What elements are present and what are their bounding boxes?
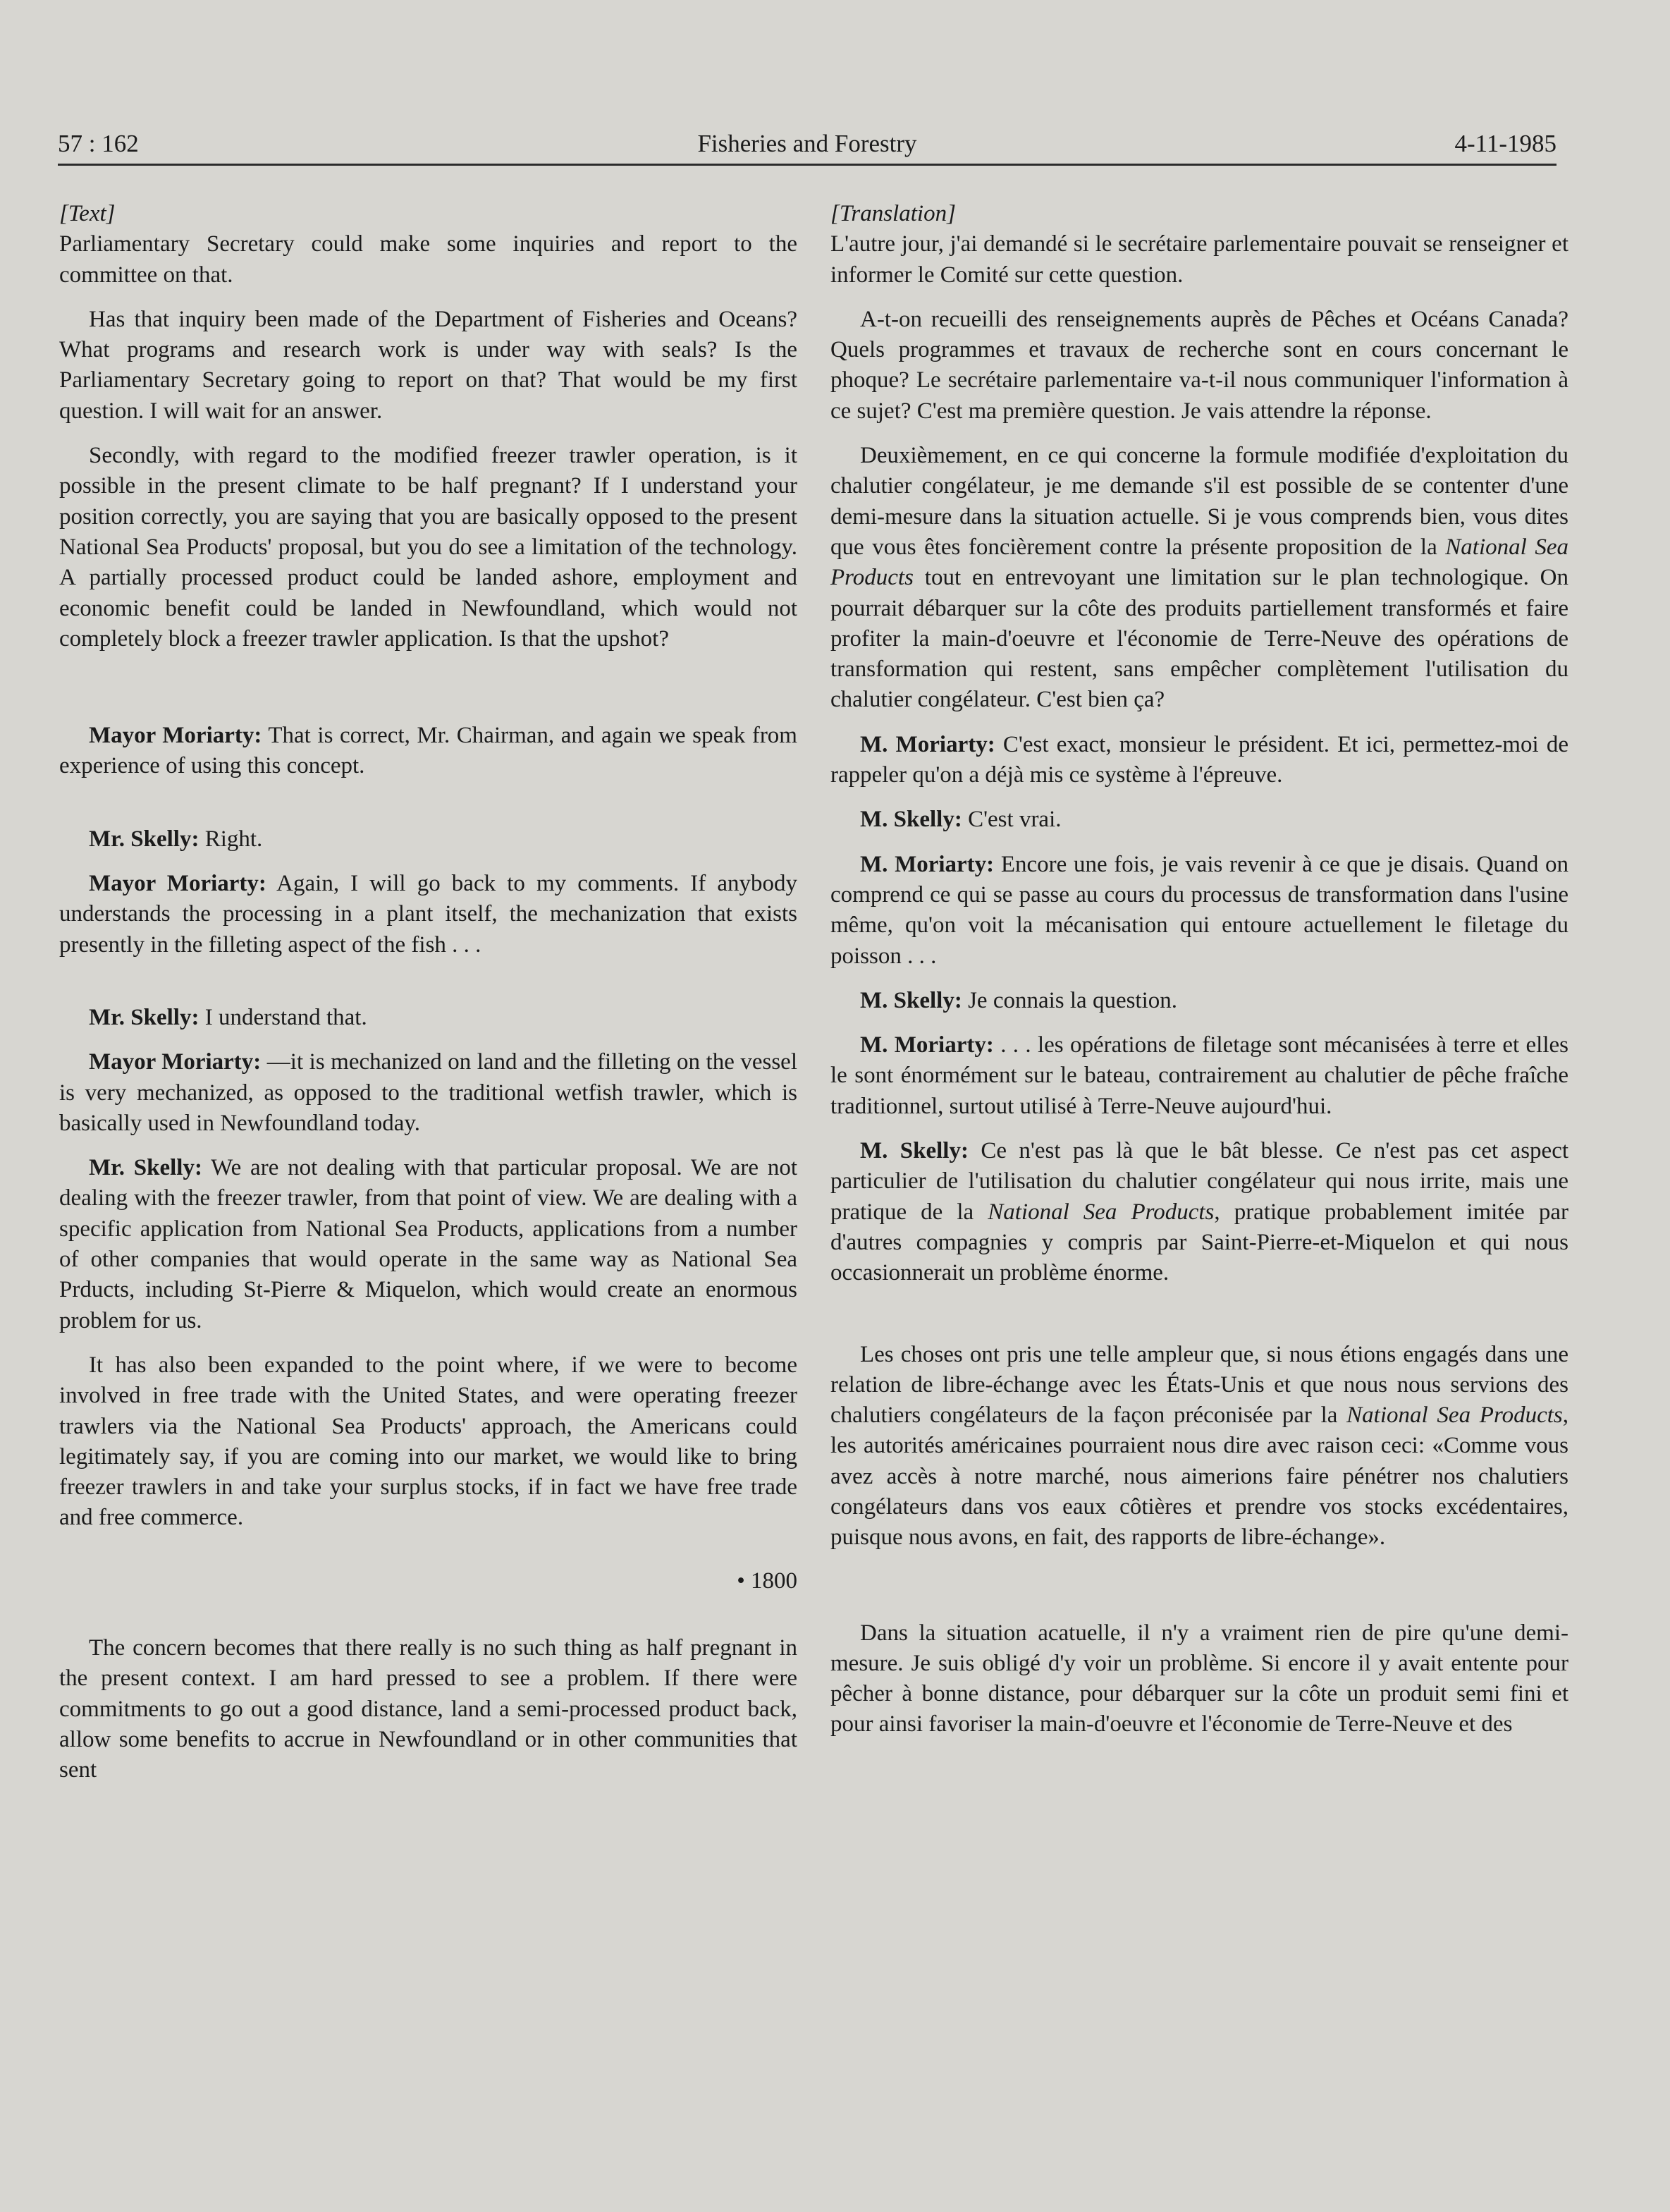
paragraph: The concern becomes that there really is no such thing as half pregnant in the present context. I am hard pressed to see a problem. If there were commitments to go out a good distance, land a semi-processed product back, allow some benefits to accrue in Newfoundland or in other communities that sent bbox=[59, 1634, 797, 1783]
speech bbox=[830, 850, 1568, 972]
paragraph: Has that inquiry been made of the Department of Fisheries and Oceans? What programs and research work is under way with seals? Is the Parliamentary Secretary going to report on that? That would be my first question. I will wait for an answer. bbox=[59, 306, 797, 424]
paragraph: A-t-on recueilli des renseignements auprès de Pêches et Océans Canada? Quels programmes et travaux de recherche sont en cours concernant le phoque? Le secrétaire parlementaire va-t-il nous communiquer l'information à ce sujet? C'est ma première question. Je vais attendre la réponse. bbox=[830, 306, 1568, 424]
speaker-name: M. Moriarty: bbox=[860, 851, 995, 877]
speech-text: C'est exact, monsieur le président. Et ici, permettez-moi de rappeler qu'on a déjà mis ce système à l'épreuve. bbox=[830, 731, 1568, 788]
speech bbox=[59, 721, 797, 782]
speech: M. Skelly: Ce n'est pas là que le bât blesse. Ce n'est pas cet aspect particulier de l'utilisation du chalutier congélateur qui nous irrite, mais une pratique de la National Sea Products, pratique probablement imitée par d'autres compagnies y compris par Saint-Pierre-et-Miquelon et qui nous occasionnerait un problème énorme. bbox=[830, 1138, 1569, 1286]
paragraph: Secondly, with regard to the modified freezer trawler operation, is it possible in the present climate to be half pregnant? If I understand your position correctly, you are saying that you are basically opposed to the present National Sea Products' proposal, but you do see a limitation of the technology. A partially processed product could be landed ashore, employment and economic benefit could be landed in Newfoundland, which would not completely block a freezer trawler application. Is that the upshot? bbox=[59, 443, 797, 652]
speech bbox=[59, 1153, 797, 1336]
paragraph: Parliamentary Secretary could make some inquiries and report to the committee on that. bbox=[59, 231, 797, 288]
speaker-name: Mr. Skelly: bbox=[89, 1155, 202, 1181]
paragraph: Les choses ont pris une telle ampleur que, si nous étions engagés dans une relation de libre-échange avec les États-Unis et que nous nous servions des chalutiers congélateurs de la façon préconisée par la National Sea Products, les autorités américaines pourraient nous dire avec raison ceci: «Comme vous avez accès à notre marché, nous aimerions faire pénétrer nos chalutiers congélateurs dans vos eaux côtières et prendre vos stocks excédentaires, puisque nous avons, en fait, des rapports de libre-échange». bbox=[830, 1341, 1568, 1551]
header-date: 4-11-1985 bbox=[1454, 130, 1557, 157]
speech bbox=[830, 986, 1568, 1016]
company-name: National Sea Products bbox=[1346, 1403, 1563, 1429]
speech-text: —it is mechanized on land and the filleting on the vessel is very mechanized, as opposed to the traditional wetfish trawler, which is basically used in Newfoundland today. bbox=[59, 1049, 797, 1136]
speaker-name: Mayor Moriarty: bbox=[89, 1049, 262, 1075]
publication-title: Fisheries and Forestry bbox=[697, 130, 917, 157]
speaker-name: Mr. Skelly: bbox=[89, 1004, 199, 1030]
speech-text: Again, I will go back to my comments. If anybody understands the processing in a plant itself, the mechanization that exists presently in the filleting aspect of the fish . . . bbox=[59, 871, 797, 958]
speech-text: I understand that. bbox=[199, 1004, 367, 1030]
time-marker: • 1800 bbox=[737, 1568, 797, 1594]
speech-text: Encore une fois, je vais revenir à ce que je disais. Quand on comprend ce qui se passe au cours du processus de transformation dans l'usine même, qu'on voit la mécanisation qui entoure actuellement le filetage du poisson . . . bbox=[830, 851, 1568, 969]
page-header bbox=[58, 124, 1557, 166]
speech bbox=[830, 805, 1568, 835]
speaker-name: Mayor Moriarty: bbox=[89, 871, 266, 897]
speaker-name: Mr. Skelly: bbox=[89, 826, 199, 852]
section-tag: [Translation] bbox=[830, 201, 956, 226]
speaker-name: M. Skelly: bbox=[860, 807, 962, 833]
speech-text: That is correct, Mr. Chairman, and again we speak from experience of using this concept. bbox=[59, 723, 797, 779]
speech bbox=[830, 730, 1568, 791]
speaker-name: M. Moriarty: bbox=[860, 731, 995, 757]
page-reference: 57 : 162 bbox=[58, 130, 139, 157]
speech-text: We are not dealing with that particular proposal. We are not dealing with the freezer trawler, from that point of view. We are dealing with a specific application from National Sea Products, applications from a number of other companies that would operate in the same way as National Sea Prducts, including St-Pierre & Miquelon, which would create an enormous problem for us. bbox=[59, 1155, 797, 1333]
speech-text: Right. bbox=[199, 826, 263, 852]
english-column bbox=[59, 199, 797, 1799]
tag-label: Text bbox=[68, 201, 106, 226]
paragraph: Dans la situation acatuelle, il n'y a vraiment rien de pire qu'une demi-mesure. Je suis obligé d'y voir un problème. Si encore il y avait entente pour pêcher à bonne distance, pour débarquer sur la côte un produit semi fini et pour ainsi favoriser la main-d'oeuvre et l'économie de Terre-Neuve et des bbox=[830, 1620, 1568, 1737]
company-name: National Sea Products bbox=[988, 1199, 1215, 1225]
speech bbox=[59, 824, 797, 855]
speech-text: . . . les opérations de filetage sont mécanisées à terre et elles le sont énormément sur le bateau, contrairement au chalutier de pêche fraîche traditionnel, surtout utilisé à Terre-Neuve aujourd'hui. bbox=[830, 1032, 1568, 1119]
speech bbox=[59, 869, 797, 960]
paragraph: Deuxièmement, en ce qui concerne la formule modifiée d'exploitation du chalutier congélateur, je me demande s'il est possible de se contenter d'une demi-mesure dans la situation actuelle. Si je vous comprends bien, vous dites que vous êtes foncièrement contre la présente proposition de la National Sea Products tout en entrevoyant une limitation sur le plan technologique. On pourrait débarquer sur la côte des produits partiellement transformés et faire profiter la main-d'oeuvre et l'économie de Terre-Neuve des opérations de transformation qui restent, sans empêcher complètement l'utilisation du chalutier congélateur. C'est bien ça? bbox=[830, 443, 1569, 713]
speaker-name: M. Moriarty: bbox=[860, 1032, 994, 1058]
speech-text: Je connais la question. bbox=[962, 987, 1178, 1013]
speech bbox=[59, 1003, 797, 1033]
paragraph: L'autre jour, j'ai demandé si le secrétaire parlementaire pouvait se renseigner et informer le Comité sur cette question. bbox=[830, 231, 1568, 288]
speech bbox=[830, 1030, 1568, 1122]
speech bbox=[59, 1047, 797, 1139]
company-name: National Sea Products bbox=[830, 534, 1569, 591]
speech-text: C'est vrai. bbox=[962, 807, 1062, 833]
speaker-name: M. Skelly: bbox=[860, 987, 962, 1013]
tag-label: Translation bbox=[839, 201, 947, 226]
speaker-name: M. Skelly: bbox=[860, 1138, 969, 1164]
paragraph: It has also been expanded to the point where, if we were to become involved in free trade with the United States, and were operating freezer trawlers via the National Sea Products' approach, the Americans could legitimately say, if you are coming into our market, we would like to bring freezer trawlers in and take your surplus stocks, if in fact we have free trade and free commerce. bbox=[59, 1352, 797, 1531]
section-tag: [Text] bbox=[59, 201, 116, 226]
french-column bbox=[830, 199, 1568, 1754]
speaker-name: Mayor Moriarty: bbox=[89, 723, 262, 749]
